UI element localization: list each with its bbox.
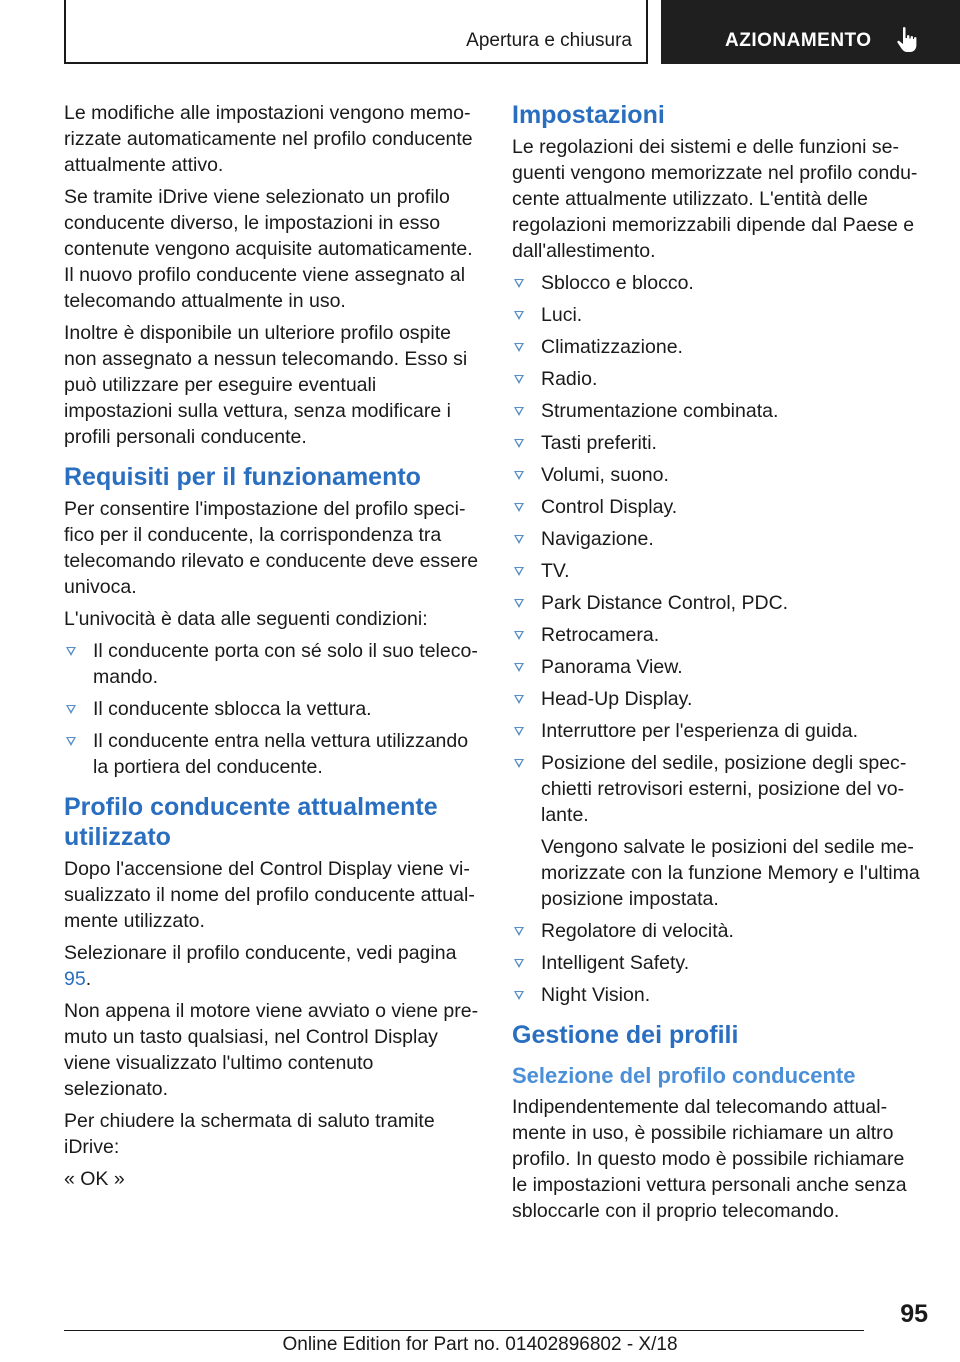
paragraph: Non appena il motore viene avviato o viene premuto un tasto qualsiasi, nel Control Display viene visualizzato l'ultimo contenuto selezionato. — [64, 1000, 479, 1100]
list-item — [512, 590, 924, 616]
triangle-bullet-icon — [514, 927, 524, 936]
list-item-text: Il conducente porta con sé solo il suo telecomando. — [93, 640, 478, 688]
list-item-text: Park Distance Control, PDC. — [541, 592, 789, 614]
paragraph: Dopo l'accensione del Control Display viene visualizzato il nome del profilo conducente attualmente utilizzato. — [64, 858, 475, 932]
triangle-bullet-icon — [514, 471, 524, 480]
list-item — [512, 270, 924, 296]
paragraph — [64, 940, 479, 992]
triangle-bullet-icon — [514, 599, 524, 608]
heading-requisiti: Requisiti per il funzionamento — [64, 463, 421, 491]
triangle-bullet-icon — [514, 311, 524, 320]
list-item — [512, 430, 924, 456]
triangle-bullet-icon — [514, 503, 524, 512]
list-item-text: Night Vision. — [541, 984, 651, 1006]
list-item — [512, 558, 924, 584]
list-item — [64, 728, 479, 780]
footer-divider — [64, 1330, 864, 1331]
list-item — [64, 638, 479, 690]
heading-gestione: Gestione dei profili — [512, 1021, 739, 1049]
list-item-text: Sblocco e blocco. — [541, 272, 694, 294]
paragraph: « OK » — [64, 1168, 125, 1190]
list-item — [512, 686, 924, 712]
triangle-bullet-icon — [514, 407, 524, 416]
header-section-title: Apertura e chiusura — [466, 30, 632, 51]
list-item — [512, 718, 924, 744]
list-item-text: Panorama View. — [541, 656, 683, 678]
list-item-text: TV. — [541, 560, 570, 582]
paragraph: L'univocità è data alle seguenti condizioni: — [64, 608, 428, 630]
list-item-text: Navigazione. — [541, 528, 654, 550]
triangle-bullet-icon — [514, 567, 524, 576]
list-item-text: Radio. — [541, 368, 598, 390]
list-item — [512, 982, 924, 1008]
list-item-text: Il conducente entra nella vettura utilizzando la portiera del conducente. — [93, 730, 469, 778]
triangle-bullet-icon — [66, 737, 76, 746]
paragraph-text: . — [85, 968, 92, 990]
triangle-bullet-icon — [514, 343, 524, 352]
header-section-box — [64, 0, 648, 64]
heading-selezione: Selezione del profilo conducente — [512, 1063, 856, 1088]
list-item-text: Control Display. — [541, 496, 678, 518]
header-chapter-title: AZIONAMENTO — [725, 30, 872, 51]
page-number: 95 — [900, 1300, 928, 1328]
list-item-text: Volumi, suono. — [541, 464, 669, 486]
list-item-text: Posizione del sedile, posizione degli specchietti retrovisori esterni, posizione del volante. — [541, 752, 907, 826]
triangle-bullet-icon — [514, 439, 524, 448]
list-item-text: Luci. — [541, 304, 583, 326]
list-item-text: Retrocamera. — [541, 624, 660, 646]
triangle-bullet-icon — [514, 959, 524, 968]
list-item — [512, 462, 924, 488]
triangle-bullet-icon — [514, 727, 524, 736]
conditions-list — [64, 638, 479, 780]
triangle-bullet-icon — [514, 535, 524, 544]
list-item-text: Head-Up Display. — [541, 688, 693, 710]
triangle-bullet-icon — [514, 759, 524, 768]
hand-pointer-icon — [895, 26, 919, 54]
list-item-text: Interruttore per l'esperienza di guida. — [541, 720, 858, 742]
list-item — [512, 334, 924, 360]
list-item — [512, 398, 924, 424]
list-item-text: Strumentazione combinata. — [541, 400, 779, 422]
heading-impostazioni: Impostazioni — [512, 101, 665, 129]
list-item-text: Climatizzazione. — [541, 336, 683, 358]
triangle-bullet-icon — [514, 695, 524, 704]
paragraph: Se tramite iDrive viene selezionato un profilo conducente diverso, le impostazioni in esso contenute vengono acquisite automaticamente. Il nuovo profilo conducente viene assegnato al telecomando attualmente in uso. — [64, 186, 473, 312]
paragraph: Inoltre è disponibile un ulteriore profilo ospite non assegnato a nessun telecomando. Esso si può utilizzare per eseguire eventuali impostazioni sulla vettura, senza modificare i profili personali conducente. — [64, 322, 468, 448]
list-item — [512, 654, 924, 680]
list-item — [512, 918, 924, 944]
page-link[interactable]: 95 — [64, 968, 86, 990]
list-item — [512, 622, 924, 648]
list-item — [64, 696, 479, 722]
triangle-bullet-icon — [66, 647, 76, 656]
triangle-bullet-icon — [514, 631, 524, 640]
list-item — [512, 302, 924, 328]
paragraph-text: Selezionare il profilo conducente, vedi pagina — [64, 942, 457, 964]
list-item — [512, 366, 924, 392]
triangle-bullet-icon — [514, 991, 524, 1000]
left-column — [64, 100, 479, 1198]
right-column — [512, 100, 924, 1230]
triangle-bullet-icon — [514, 375, 524, 384]
paragraph: Le regolazioni dei sistemi e delle funzioni seguenti vengono memorizzate nel profilo conducente attualmente utilizzato. L'entità delle regolazioni memorizzabili dipende dal Paese e dall'allestimento. — [512, 136, 918, 262]
triangle-bullet-icon — [514, 663, 524, 672]
list-item-text: Intelligent Safety. — [541, 952, 690, 974]
footer-edition: Online Edition for Part no. 01402896802 - X/18 — [282, 1334, 678, 1355]
paragraph: Per chiudere la schermata di saluto tramite iDrive: — [64, 1110, 435, 1158]
heading-profilo: Profilo conducente attualmente utilizzato — [64, 793, 438, 851]
list-item-text: Tasti preferiti. — [541, 432, 657, 454]
triangle-bullet-icon — [66, 705, 76, 714]
seat-note: Vengono salvate le posizioni del sedile memorizzate con la funzione Memory e l'ultima posizione impostata. — [541, 836, 920, 910]
paragraph: Indipendentemente dal telecomando attualmente in uso, è possibile richiamare un altro profilo. In questo modo è possibile richiamare le impostazioni vettura personali anche senza sbloccarle con il proprio telecomando. — [512, 1096, 907, 1222]
list-item-text: Il conducente sblocca la vettura. — [93, 698, 372, 720]
paragraph: Le modifiche alle impostazioni vengono memorizzate automaticamente nel profilo conducente attualmente attivo. — [64, 102, 473, 176]
list-item-text: Regolatore di velocità. — [541, 920, 734, 942]
list-item — [512, 750, 924, 912]
list-item — [512, 494, 924, 520]
header-chapter-box — [661, 0, 960, 64]
triangle-bullet-icon — [514, 279, 524, 288]
list-item — [512, 950, 924, 976]
settings-list — [512, 270, 924, 1008]
list-item — [512, 526, 924, 552]
paragraph: Per consentire l'impostazione del profilo specifico per il conducente, la corrispondenza tra telecomando rilevato e conducente deve essere univoca. — [64, 498, 479, 598]
